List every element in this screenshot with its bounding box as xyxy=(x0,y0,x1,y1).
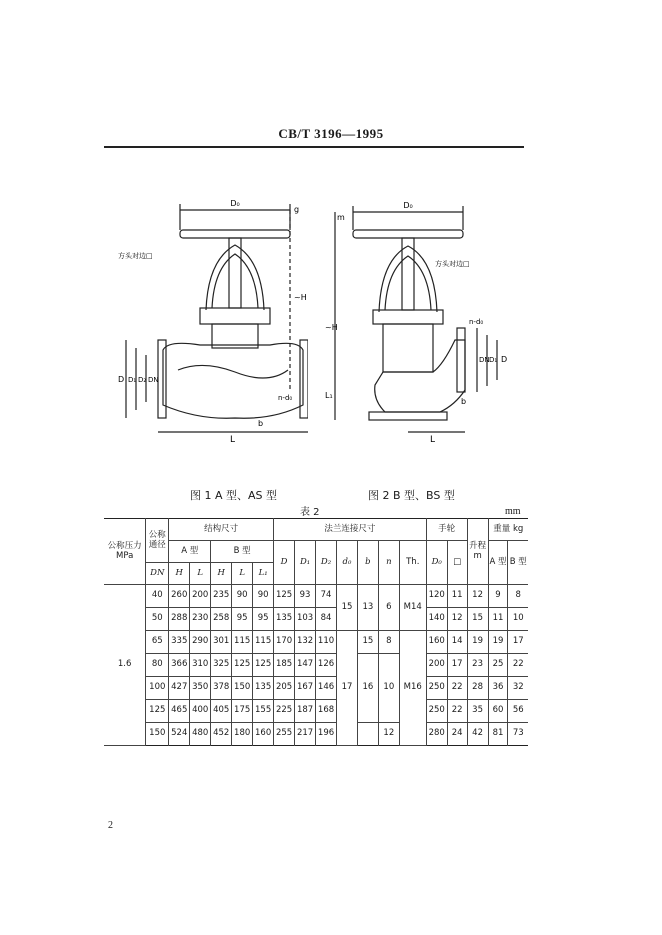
cell: 175 xyxy=(232,700,253,723)
cell: 167 xyxy=(295,677,316,700)
cell: 280 xyxy=(426,723,447,746)
table-row xyxy=(104,654,528,677)
cell: 147 xyxy=(295,654,316,677)
label-square-note: 方头对边□ xyxy=(118,252,153,260)
col-header-D: D xyxy=(274,541,295,585)
table-row xyxy=(104,585,528,608)
cell: 125 xyxy=(274,585,295,608)
cell: 301 xyxy=(211,631,232,654)
figure-2-caption: 图 2 B 型、BS 型 xyxy=(368,489,455,502)
cell: 11 xyxy=(488,608,508,631)
cell: 140 xyxy=(426,608,447,631)
label-n-d0: n-d₀ xyxy=(469,318,484,326)
label-d: D xyxy=(118,375,125,384)
col-header-nominal-dia: 公称 通径 xyxy=(146,519,169,563)
table-row xyxy=(104,723,528,746)
cell: 22 xyxy=(447,700,467,723)
col-header-structure: 结构尺寸 xyxy=(169,519,274,541)
cell: 115 xyxy=(253,631,274,654)
cell: 146 xyxy=(316,677,337,700)
cell: 366 xyxy=(169,654,190,677)
col-header-flange: 法兰连接尺寸 xyxy=(274,519,427,541)
cell: 150 xyxy=(232,677,253,700)
cell: 17 xyxy=(337,631,358,746)
col-header-b-type: B 型 xyxy=(211,541,274,563)
unit-label: mm xyxy=(505,506,521,517)
cell: 126 xyxy=(316,654,337,677)
cell: 65 xyxy=(146,631,169,654)
cell: 255 xyxy=(274,723,295,746)
cell: 405 xyxy=(211,700,232,723)
cell: 185 xyxy=(274,654,295,677)
cell: 217 xyxy=(295,723,316,746)
cell: 19 xyxy=(488,631,508,654)
cell: 150 xyxy=(146,723,169,746)
cell: 12 xyxy=(467,585,488,608)
col-header-a-H: H xyxy=(169,563,190,585)
label-square-note: 方头对边□ xyxy=(435,260,470,268)
cell: 14 xyxy=(447,631,467,654)
cell: 6 xyxy=(378,585,399,631)
label-b: b xyxy=(258,419,264,428)
cell: 15 xyxy=(357,631,378,654)
cell: 17 xyxy=(508,631,528,654)
col-header-lift: 升程 m xyxy=(467,519,488,585)
cell: 80 xyxy=(146,654,169,677)
cell: 132 xyxy=(295,631,316,654)
col-header-a-type: A 型 xyxy=(169,541,211,563)
cell: 40 xyxy=(146,585,169,608)
cell: 16 xyxy=(357,654,378,723)
cell: 90 xyxy=(232,585,253,608)
cell: M14 xyxy=(399,585,426,631)
table-row xyxy=(104,608,528,631)
cell: 350 xyxy=(190,677,211,700)
cell: 290 xyxy=(190,631,211,654)
cell: 17 xyxy=(447,654,467,677)
cell: 125 xyxy=(232,654,253,677)
cell: 310 xyxy=(190,654,211,677)
col-header-th: Th. xyxy=(399,541,426,585)
table-caption: 表 2 xyxy=(300,507,320,518)
col-header-D0: D₀ xyxy=(426,541,447,585)
cell: 36 xyxy=(488,677,508,700)
label-n-d0: n-d₀ xyxy=(278,394,293,402)
cell: 25 xyxy=(488,654,508,677)
cell: 160 xyxy=(253,723,274,746)
col-header-D1: D₁ xyxy=(295,541,316,585)
table-row xyxy=(104,700,528,723)
cell: 74 xyxy=(316,585,337,608)
col-header-D2: D₂ xyxy=(316,541,337,585)
cell: 15 xyxy=(337,585,358,631)
cell: 50 xyxy=(146,608,169,631)
cell: 168 xyxy=(316,700,337,723)
col-header-n: n xyxy=(378,541,399,585)
cell-pressure: 1.6 xyxy=(104,585,146,746)
cell: 23 xyxy=(467,654,488,677)
cell: 115 xyxy=(232,631,253,654)
cell: 125 xyxy=(253,654,274,677)
label-h: ~H xyxy=(325,323,338,332)
cell: 73 xyxy=(508,723,528,746)
cell: 81 xyxy=(488,723,508,746)
label-m: m xyxy=(337,213,345,222)
cell: 230 xyxy=(190,608,211,631)
label-l: L xyxy=(230,435,236,445)
col-header-square: □ xyxy=(447,541,467,585)
cell: 427 xyxy=(169,677,190,700)
handwheel-shape xyxy=(180,230,290,238)
figure-1-caption: 图 1 A 型、AS 型 xyxy=(190,489,278,502)
cell: 135 xyxy=(253,677,274,700)
cell: 288 xyxy=(169,608,190,631)
label-dn: DN xyxy=(148,376,159,384)
cell: 100 xyxy=(146,677,169,700)
col-header-pressure: 公称压力 MPa xyxy=(104,519,146,585)
cell: 10 xyxy=(378,654,399,723)
cell: 11 xyxy=(447,585,467,608)
label-h: ~H xyxy=(294,293,307,302)
col-header-b-H: H xyxy=(211,563,232,585)
cell: 8 xyxy=(378,631,399,654)
page-number: 2 xyxy=(108,820,113,831)
cell: 200 xyxy=(190,585,211,608)
table-row xyxy=(104,677,528,700)
cell: 22 xyxy=(447,677,467,700)
col-header-d0: d₀ xyxy=(337,541,358,585)
label-dh: D₀ xyxy=(403,201,413,210)
cell: 12 xyxy=(378,723,399,746)
cell: 200 xyxy=(426,654,447,677)
cell: 110 xyxy=(316,631,337,654)
cell: 24 xyxy=(447,723,467,746)
col-header-a-L: L xyxy=(190,563,211,585)
cell: 22 xyxy=(508,654,528,677)
cell: 125 xyxy=(146,700,169,723)
label-d1: D₁ xyxy=(128,376,137,384)
col-header-weight-a: A 型 xyxy=(488,541,508,585)
cell: M16 xyxy=(399,631,426,746)
cell: 19 xyxy=(467,631,488,654)
cell: 465 xyxy=(169,700,190,723)
col-header-b-L: L xyxy=(232,563,253,585)
cell: 12 xyxy=(447,608,467,631)
cell: 42 xyxy=(467,723,488,746)
cell: 325 xyxy=(211,654,232,677)
cell: 160 xyxy=(426,631,447,654)
figure-1-valve-a xyxy=(108,190,308,460)
cell: 187 xyxy=(295,700,316,723)
label-dn: DN xyxy=(479,356,490,364)
cell: 32 xyxy=(508,677,528,700)
cell: 335 xyxy=(169,631,190,654)
label-d2: D₂ xyxy=(138,376,147,384)
handwheel-shape xyxy=(353,230,463,238)
cell: 90 xyxy=(253,585,274,608)
cell: 196 xyxy=(316,723,337,746)
cell: 28 xyxy=(467,677,488,700)
label-b: b xyxy=(461,397,467,406)
cell: 205 xyxy=(274,677,295,700)
col-header-b-L1: L₁ xyxy=(253,563,274,585)
cell: 10 xyxy=(508,608,528,631)
cell: 250 xyxy=(426,677,447,700)
cell: 60 xyxy=(488,700,508,723)
cell: 120 xyxy=(426,585,447,608)
cell: 35 xyxy=(467,700,488,723)
cell: 250 xyxy=(426,700,447,723)
figure-2-valve-b xyxy=(325,190,525,460)
col-header-handwheel: 手轮 xyxy=(426,519,467,541)
label-dh: D₀ xyxy=(230,199,240,208)
cell: 260 xyxy=(169,585,190,608)
cell: 452 xyxy=(211,723,232,746)
col-header-weight-b: B 型 xyxy=(508,541,528,585)
label-g: g xyxy=(294,205,300,214)
cell: 258 xyxy=(211,608,232,631)
cell: 400 xyxy=(190,700,211,723)
cell: 8 xyxy=(508,585,528,608)
col-header-dn: DN xyxy=(146,563,169,585)
cell: 84 xyxy=(316,608,337,631)
cell: 13 xyxy=(357,585,378,631)
cell: 524 xyxy=(169,723,190,746)
spec-table xyxy=(104,518,528,746)
cell: 56 xyxy=(508,700,528,723)
col-header-b: b xyxy=(357,541,378,585)
cell: 135 xyxy=(274,608,295,631)
document-header: CB/T 3196—1995 xyxy=(278,126,384,141)
label-d: D xyxy=(501,355,508,364)
table-row xyxy=(104,631,528,654)
cell: 95 xyxy=(232,608,253,631)
label-d1: D₁ xyxy=(489,356,498,364)
col-header-weight: 重量 kg xyxy=(488,519,528,541)
cell: 480 xyxy=(190,723,211,746)
label-l1: L₁ xyxy=(325,391,333,400)
cell xyxy=(357,723,378,746)
cell: 180 xyxy=(232,723,253,746)
label-l: L xyxy=(430,435,436,445)
cell: 235 xyxy=(211,585,232,608)
cell: 225 xyxy=(274,700,295,723)
cell: 95 xyxy=(253,608,274,631)
cell: 170 xyxy=(274,631,295,654)
cell: 103 xyxy=(295,608,316,631)
header-rule xyxy=(104,146,524,148)
cell: 9 xyxy=(488,585,508,608)
cell: 378 xyxy=(211,677,232,700)
cell: 93 xyxy=(295,585,316,608)
cell: 155 xyxy=(253,700,274,723)
cell: 15 xyxy=(467,608,488,631)
